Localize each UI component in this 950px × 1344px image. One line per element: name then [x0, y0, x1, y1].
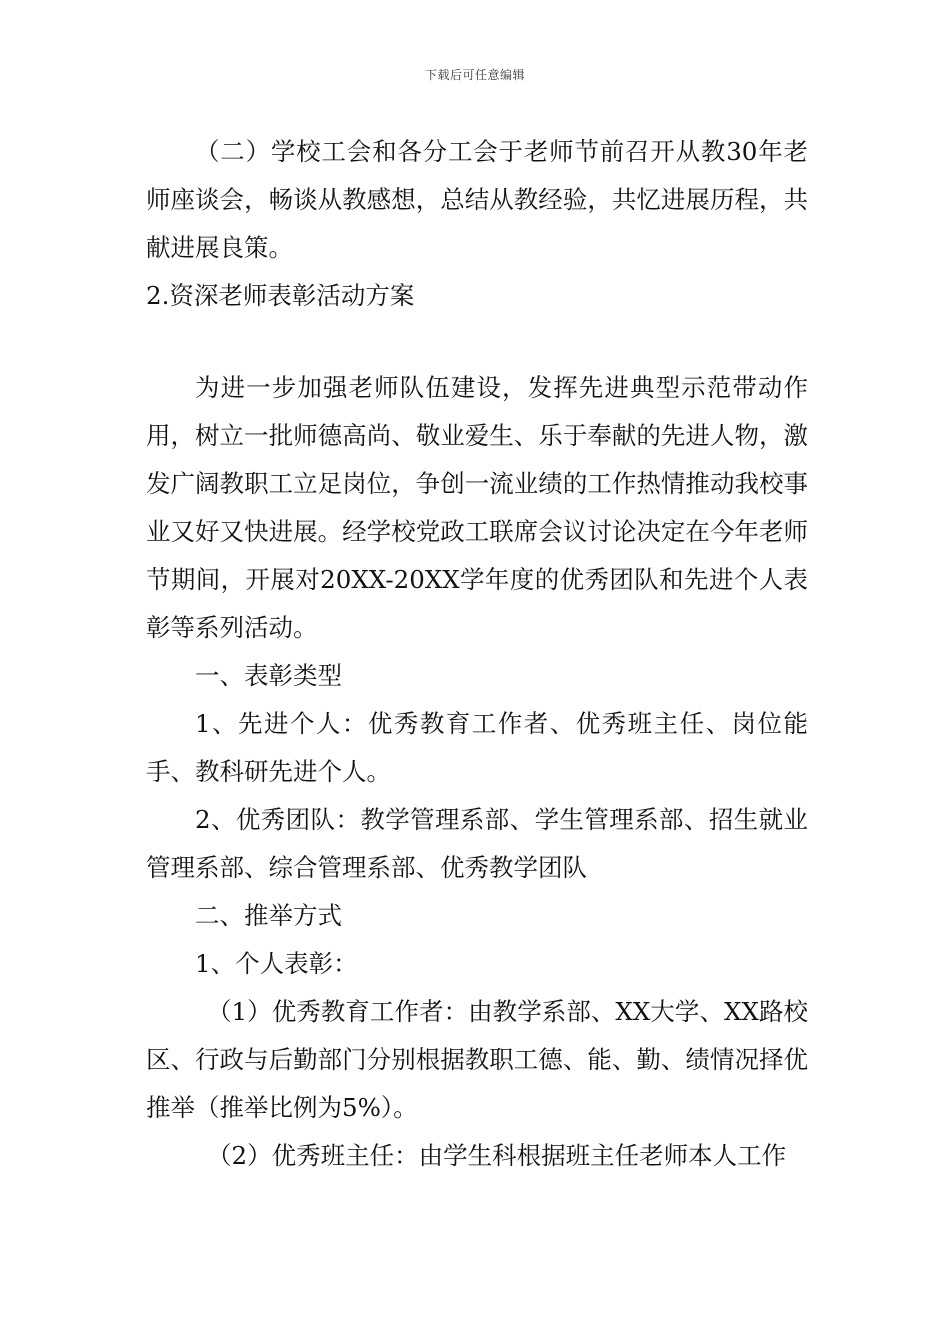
- heading-award-types: 一、表彰类型: [195, 661, 342, 690]
- paragraph-excellent-team: 2、优秀团队：教学管理系部、学生管理系部、招生就业管理系部、综合管理系部、优秀教学团队: [146, 805, 808, 882]
- paragraph-excellent-educator: （1）优秀教育工作者：由教学系部、XX大学、XX路校区、行政与后勤部门分别根据教职工德、能、勤、绩情况择优推举（推举比例为5%）。: [146, 997, 808, 1122]
- header-note: 下载后可任意编辑: [424, 68, 525, 82]
- section-title: 2.资深老师表彰活动方案: [146, 281, 415, 310]
- heading-individual-award: 1、个人表彰：: [195, 949, 358, 978]
- paragraph-advanced-individual: 1、先进个人：优秀教育工作者、优秀班主任、岗位能手、教科研先进个人。: [146, 709, 808, 786]
- paragraph-excellent-class-teacher: （2）优秀班主任：由学生科根据班主任老师本人工作: [207, 1141, 787, 1170]
- heading-nomination-method: 二、推举方式: [195, 901, 342, 930]
- paragraph-intro: 为进一步加强老师队伍建设，发挥先进典型示范带动作用，树立一批师德高尚、敬业爱生、乐于奉献的先进人物，激发广阔教职工立足岗位，争创一流业绩的工作热情推动我校事业又好又快进展。经学校党政工联席会议讨论决定在今年老师节期间，开展对20XX-20XX学年度的优秀团队和先进个人表彰等系列活动。: [146, 373, 808, 642]
- document-body: [146, 128, 808, 1180]
- paragraph-teacher-forum: （二）学校工会和各分工会于老师节前召开从教30年老师座谈会，畅谈从教感想，总结从教经验，共忆进展历程，共献进展良策。: [146, 137, 808, 262]
- blank-line: [146, 320, 808, 364]
